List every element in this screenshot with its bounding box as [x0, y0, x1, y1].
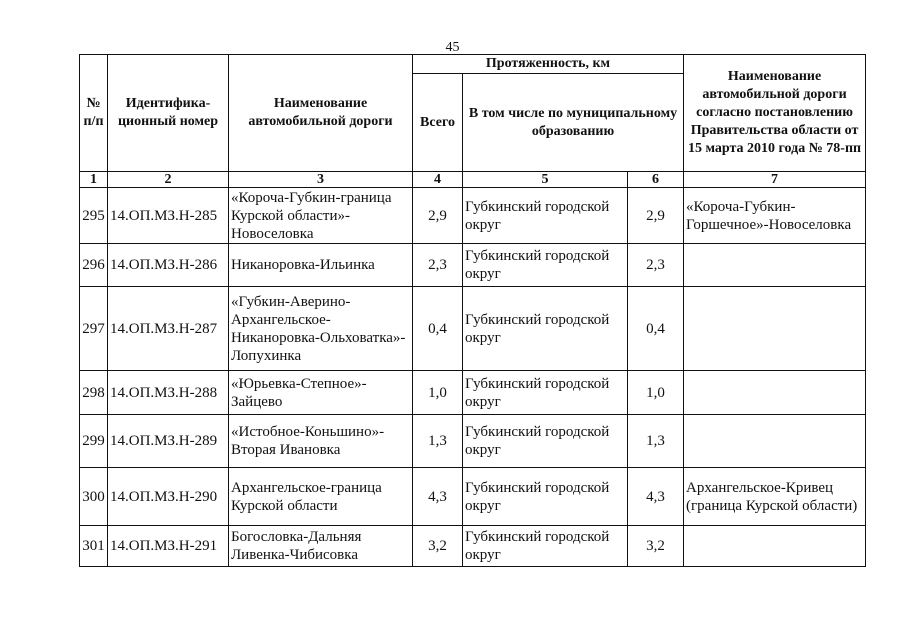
cell-name: «Истобное-Коньшино»-Вторая Ивановка [229, 415, 413, 468]
cell-total: 1,3 [413, 415, 463, 468]
table-row [80, 287, 866, 371]
cell-decree-name [684, 526, 866, 567]
column-number: 1 [80, 172, 108, 188]
table-row [80, 371, 866, 415]
cell-id: 14.ОП.МЗ.Н-291 [108, 526, 229, 567]
cell-total: 2,3 [413, 244, 463, 287]
cell-id: 14.ОП.МЗ.Н-287 [108, 287, 229, 371]
cell-num: 298 [80, 371, 108, 415]
table-body [80, 188, 866, 567]
header-id: Идентифика-ционный номер [108, 55, 229, 172]
cell-id: 14.ОП.МЗ.Н-289 [108, 415, 229, 468]
page-number: 45 [445, 40, 460, 55]
cell-decree-name [684, 244, 866, 287]
cell-name: Никаноровка-Ильинка [229, 244, 413, 287]
cell-decree-name [684, 287, 866, 371]
cell-name: Архангельское-граница Курской области [229, 468, 413, 526]
cell-total: 0,4 [413, 287, 463, 371]
header-num: № п/п [80, 55, 108, 172]
cell-id: 14.ОП.МЗ.Н-288 [108, 371, 229, 415]
cell-name: «Губкин-Аверино-Архангельское-Никаноровка-Ольховатка»-Лопухинка [229, 287, 413, 371]
table-row [80, 468, 866, 526]
column-number: 3 [229, 172, 413, 188]
table-row [80, 526, 866, 567]
table-row [80, 415, 866, 468]
cell-decree-name [684, 415, 866, 468]
table-row [80, 188, 866, 244]
cell-name: «Юрьевка-Степное»-Зайцево [229, 371, 413, 415]
header-name: Наименование автомобильной дороги [229, 55, 413, 172]
cell-num: 299 [80, 415, 108, 468]
cell-total: 1,0 [413, 371, 463, 415]
cell-muni-len: 2,9 [628, 188, 684, 244]
column-number: 2 [108, 172, 229, 188]
cell-muni-len: 2,3 [628, 244, 684, 287]
cell-muni: Губкинский городской округ [463, 415, 628, 468]
cell-muni-len: 3,2 [628, 526, 684, 567]
column-number: 5 [463, 172, 628, 188]
cell-muni: Губкинский городской округ [463, 188, 628, 244]
cell-id: 14.ОП.МЗ.Н-286 [108, 244, 229, 287]
cell-decree-name: «Короча-Губкин-Горшечное»-Новоселовка [684, 188, 866, 244]
cell-total: 3,2 [413, 526, 463, 567]
cell-muni: Губкинский городской округ [463, 468, 628, 526]
header-total: Всего [413, 74, 463, 172]
cell-num: 295 [80, 188, 108, 244]
cell-muni: Губкинский городской округ [463, 287, 628, 371]
cell-decree-name [684, 371, 866, 415]
header-decree-name: Наименование автомобильной дороги согласно постановлению Правительства области от 15 марта 2010 года № 78-пп [684, 55, 866, 172]
cell-muni-len: 1,3 [628, 415, 684, 468]
cell-muni: Губкинский городской округ [463, 526, 628, 567]
column-number: 4 [413, 172, 463, 188]
cell-id: 14.ОП.МЗ.Н-290 [108, 468, 229, 526]
cell-total: 4,3 [413, 468, 463, 526]
cell-name: «Короча-Губкин-граница Курской области»-Новоселовка [229, 188, 413, 244]
cell-muni-len: 4,3 [628, 468, 684, 526]
cell-name: Богословка-Дальняя Ливенка-Чибисовка [229, 526, 413, 567]
header-length-group: Протяженность, км [413, 55, 684, 74]
cell-num: 296 [80, 244, 108, 287]
header-incl-muni: В том числе по муниципальному образованию [463, 74, 684, 172]
cell-num: 301 [80, 526, 108, 567]
table-header [80, 55, 866, 188]
table-row [80, 244, 866, 287]
column-number: 6 [628, 172, 684, 188]
cell-muni: Губкинский городской округ [463, 371, 628, 415]
roads-table [79, 54, 866, 567]
cell-muni: Губкинский городской округ [463, 244, 628, 287]
cell-id: 14.ОП.МЗ.Н-285 [108, 188, 229, 244]
cell-decree-name: Архангельское-Кривец (граница Курской области) [684, 468, 866, 526]
cell-muni-len: 1,0 [628, 371, 684, 415]
cell-num: 300 [80, 468, 108, 526]
cell-muni-len: 0,4 [628, 287, 684, 371]
column-number: 7 [684, 172, 866, 188]
cell-total: 2,9 [413, 188, 463, 244]
cell-num: 297 [80, 287, 108, 371]
